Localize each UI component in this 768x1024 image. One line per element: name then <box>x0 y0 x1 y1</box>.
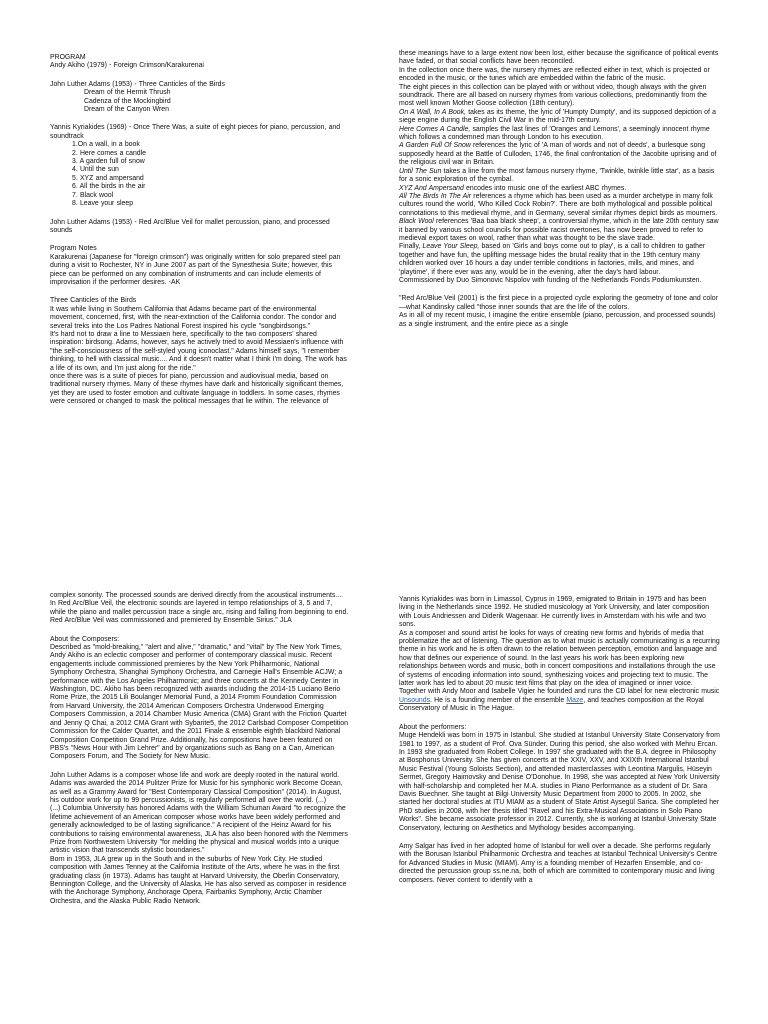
program-work-red-arc: John Luther Adams (1953) - Red Arc/Blue Veil for mallet percussion, piano, and processed sounds <box>50 218 330 234</box>
note-once-3: In the collection once there was, the nursery rhymes are reflected either in text, which is projected or encoded in the music, or the tunes which are embedded within the fabric of the music. <box>399 66 710 83</box>
composers-heading: About the Composers: <box>50 635 120 643</box>
rhyme-note: Until The Sun takes a line from the most famous nursery rhyme, 'Twinkle, twinkle little star', as a basis for a sonic exploration of the cymbal. <box>399 167 715 184</box>
bio-adams-3: Born in 1953, JLA grew up in the South and in the suburbs of New York City. He studied composition with James Tenney at the California Institute of the Arts, where he was in the first graduating class (in 1973). Adams has taught at Harvard University, the Oberlin Conservatory, Bennington College, and the University of Alaska. He has also served as composer in residence with the Anchorage Symphony, Anchorage Opera, Fairbanks Symphony, Arctic Chamber Orchestra, and the Alaska Public Radio Network. <box>50 855 347 905</box>
program-heading: PROGRAM <box>50 54 86 61</box>
bio-kyriakides-2: As a composer and sound artist he looks for ways of creating new forms and hybrids of media that problematize the act of listening. The question as to what music is actually communicating is a recurring theme in his work and he is often drawn to the relation between perception, emotion and language and how that defines our experience of sound. In the last years his work has been exploring new relationships between words and music, both in concert compositions and installations through the use of systems of encoding information into sound, synthesizing voices and projecting text to music. The latter work has led to about 20 music text films that play on the idea of imagined or inner voice. <box>399 629 720 688</box>
bio-hendekli: Muge Hendekli was born in 1975 in Istanbul. She studied at Istanbul University State Conservatory from 1981 to 1997, as a student of Prof. Ova Sünder. During this period, she also worked with Mehru Ercan. In 1993 she graduated from Robert College. In 1997 she graduated with the B.A. degree in Philosophy at Bosphorus University. She has given concerts at the XXIV, XXV, and XXIXth International Istanbul Music Festival (Young Soloists Section), and attended masterclasses with Leontina Margulis, Hüseyin Sermet, Gregory Haimovsky and Denise O'Donohue. In 1998, she was accepted at New York University with half-scholarship and completed her M.A. studies in Piano Performance as a student of Dr. Sara Davis Buechner. She taught at Bilgi University Music Department from 2000 to 2005. In 2002, she started her doctoral studies at ITU MIAM as a student of State Artist Aysegül Sarica. She completed her PhD studies in 2008, with her thesis titled "Ravel and his Extra-Musical Associations in Solo Piano Works". She became associate professor in 2012. Currently, she is working at Istanbul University State Conservatory, lecturing on Aesthetics and Mythology besides accompanying. <box>399 732 720 832</box>
rhyme-note: Black Wool references 'Baa baa black sheep', a controversial rhyme, which in the late 20th century saw it banned by various school councils for possible racist overtones, has now been proved to refer to medieval export taxes on wool, rather than what was thought to be the slave trade. <box>399 218 719 242</box>
movement-list-item: 3. A garden full of snow <box>72 158 145 166</box>
rhyme-note: Finally, Leave Your Sleep, based on 'Girls and boys come out to play', is a call to children to gather together and have fun, the uplifting message hides the brutal reality that in the 19th century many children worked over 16 hours a day under terrible conditions in factories, mills, and mines, and 'playtime', if there ever was any, would be in the evening, after the day's hard labour. <box>399 243 706 276</box>
column-top-right <box>399 50 721 467</box>
movement-3: Dream of the Canyon Wren <box>84 106 169 114</box>
note-karakurenai: Karakurenai (Japanese for "foreign crimson") was originally written for solo prepared steel pan during a visit to Rochester, NY in June 2007 as part of the Synesthesia Suite; however, this piece can be performed on any combination of instruments and can include elements of improvisation if the performer desires. -AK <box>50 253 341 286</box>
program-work-once-there-was: Yannis Kyriakides (1969) - Once There Was, a suite of eight pieces for piano, percussion, and soundtrack <box>50 124 341 140</box>
movement-2: Cadenza of the Mockingbird <box>84 97 171 105</box>
movement-list-item: 4. Until the sun <box>72 166 119 174</box>
canticles-heading: Three Canticles of the Birds <box>50 297 137 305</box>
maze-link[interactable]: Maze <box>566 696 584 704</box>
bio-akiho: Described as "mold-breaking," "alert and alive," "dramatic," and "vital" by The New York Times, Andy Akiho is an eclectic composer and performer of contemporary classical music. Recent engagements include commissioned premieres by the New York Philharmonic, National Symphony Orchestra, Shanghai Symphony Orchestra, and Carnegie Hall's Ensemble ACJW; a performance with the Los Angeles Philharmonic; and three concerts at the Kennedy Center in Washington, DC. Akiho has been recognized with awards including the 2014-15 Luciano Berio Rome Prize, the 2015 Lili Boulanger Memorial Fund, a 2014 Fromm Foundation Commission from Harvard University, the 2014 American Composers Orchestra Underwood Emerging Composers Commission, a 2014 Chamber Music America (CMA) Grant with the Friction Quartet and Jenny Q Chai, a 2012 CMA Grant with Sybarite5, the 2012 Carlsbad Composer Competition Commission for the Calder Quartet, and the 2011 Finale & ensemble eighth blackbird National Composition Competition Grand Prize. Additionally, his compositions have been featured on PBS's "News Hour with Jim Lehrer" and by organizations such as Bang on a Can, American Composers Forum, and The Society for New Music. <box>50 644 348 761</box>
note-canticles-2: It's hard not to draw a line to Messiaen here, specifically to the two composers' shared inspiration: birdsong. Adams, however, says he actively tried to avoid Messiaen's influence with "the self-consciousness of the self-styled young iconoclast." Adams himself says, "I remember thinking, to hell with classical music.... And it doesn't matter what I think I'm doing. The work has a life of its own, and I'm just along for the ride." <box>50 330 347 372</box>
note-once-4: The eight pieces in this collection can be played with or without video, though always with the given soundtrack. There are all based on nursery rhymes from various collections, predominantly from the most well known Mother Goose collection (18th century). <box>399 83 707 108</box>
bio-salgar: Amy Salgar has lived in her adopted home of Istanbul for well over a decade. She performs regularly with the Borusan Istanbul Philharmonic Orchestra and teaches at Istanbul Technical University's Centre for Advanced Studies in Music (MIAM). Amy is a founding member of Hezarfen Ensemble, and co-directed the percussion group ss.ne.na, both of which are committed to contemporary music and living composers. Never content to identify with a <box>399 842 718 884</box>
column-top-left <box>50 54 350 467</box>
movement-list-item: 1.On a wall, in a book <box>72 141 140 149</box>
commission-note: Commissioned by Duo Simonovic Nspolov with funding of the Netherlands Fonds Podiumkunsten. <box>399 276 702 284</box>
movement-list-item: 6. All the birds in the air <box>72 183 146 191</box>
note-red-arc-2: As in all of my recent music, I imagine the entire ensemble (piano, percussion, and processed sounds) as a single instrument, and the entire piece as a single <box>399 312 716 328</box>
bio-adams-2: (...) Columbia University has honored Adams with the William Schuman Award "to recognize the lifetime achievement of an American composer whose works have been widely performed and generally acknowledged to be of lasting significance." A recipient of the Heinz Award for his contributions to raising environmental awareness, JLA has also been honored with the Nemmers Prize from Northwestern University "for melding the physical and musical worlds into a unique artistic vision that transcends stylistic boundaries." <box>50 805 348 855</box>
bio-kyriakides-3: Together with Andy Moor and Isabelle Vigier he founded and runs the CD label for new electronic music Unsounds. He is a founding member of the ensemble Maze, and teaches composition at the Royal Conservatory of Music in The Hague. <box>399 688 720 713</box>
movement-1: Dream of the Hermit Thrush <box>84 89 171 97</box>
program-work-akiho: Andy Akiho (1979) - Foreign Crimson/Karakurenai <box>50 62 204 70</box>
note-red-arc-3: complex sonority. The processed sounds are derived directly from the acoustical instruments.... In Red Arc/Blue Veil, the electronic sounds are layered in tempo relationships of 3, 5 and 7, while the piano and mallet percussion trace a single arc, rising and falling from beginning to end. <box>50 592 349 616</box>
rhyme-note: A Garden Full Of Snow references the lyric of 'A man of words and not of deeds', a burlesque song supposedly heard at the Battle of Culloden, 1746, the final confrontation of the Jacobite uprising and of the religious civil war in Britain. <box>399 142 717 167</box>
rhyme-note: XYZ And Ampersand encodes into music one of the earliest ABC rhymes. <box>399 184 627 192</box>
note-canticles-1: It was while living in Southern California that Adams became part of the environmental movement, concerned, first, with the near-extinction of the California condor. The condor and several treks into the Los Padres National Forest inspired his cycle "songbirdsongs." <box>50 305 337 330</box>
column-bottom-right <box>399 596 721 1021</box>
movement-list-item: 2. Here comes a candle <box>72 149 146 157</box>
note-red-arc-4: Red Arc/Blue Veil was commissioned and premiered by Ensemble Sirius." JLA <box>50 617 292 625</box>
movement-list-item: 8. Leave your sleep <box>72 200 134 208</box>
note-once-2: these meanings have to a large extent now been lost, either because the significance of political events have faded, or that social conflicts have been reconciled. <box>399 50 719 66</box>
rhyme-note: On A Wall, In A Book, takes as its theme, the lyric of 'Humpty Dumpty', and its supposed depiction of a siege engine during the English Civil War in the mid-17th century. <box>399 108 716 125</box>
performers-heading: About the performers: <box>399 723 467 731</box>
movement-list-item: 5. XYZ and ampersand <box>72 174 144 182</box>
unsounds-link[interactable]: Unsounds <box>399 696 431 704</box>
column-bottom-left <box>50 592 350 1021</box>
program-notes-heading: Program Notes <box>50 245 97 253</box>
note-red-arc-1: "Red Arc/Blue Veil (2001) is the first piece in a projected cycle exploring the geometry of tone and color—what Kandinsky called "those inner sounds that are the life of the colors. <box>399 295 718 311</box>
bio-adams-1: John Luther Adams is a composer whose life and work are deeply rooted in the natural world. Adams was awarded the 2014 Pulitzer Prize for Music for his symphonic work Become Ocean, as well as a Grammy Award for "Best Contemporary Classical Composition" (2014). In August, his outdoor work for up to 99 percussionists, is regularly performed all over the world. (...) <box>50 771 343 804</box>
movement-list-item: 7. Black wool <box>72 191 114 199</box>
bio-kyriakides-1: Yannis Kyriakides was born in Limassol, Cyprus in 1969, emigrated to Britain in 1975 and has been living in the Netherlands since 1992. He studied musicology at York University, and later composition with Louis Andriessen and Diderik Wagenaar. He currently lives in Amsterdam with his wife and two sons. <box>399 596 710 629</box>
program-work-canticles: John Luther Adams (1953) - Three Canticles of the Birds <box>50 80 225 88</box>
note-once-1: once there was is a suite of pieces for piano, percussion and audiovisual media, based on traditional nursery rhymes. Many of these rhymes have dark and historically significant themes, yet they are used to foster emotion and cultivate language in toddlers. In some cases, rhymes were censored or changed to mask the political messages that lie within. The relevance of <box>50 373 344 406</box>
rhyme-note: All The Birds In The Air references a rhyme which has been used as a murder archetype in many folk cultures round the world, 'Who Killed Cock Robin?'. There are both mythological and possible political connotations to this medieval rhyme, and in Germany, several similar rhymes depict birds as mourners. <box>399 192 718 217</box>
rhyme-note: Here Comes A Candle, samples the last lines of 'Oranges and Lemons', a seemingly innocent rhyme which follows a condemned man through London to his execution. <box>399 125 710 142</box>
